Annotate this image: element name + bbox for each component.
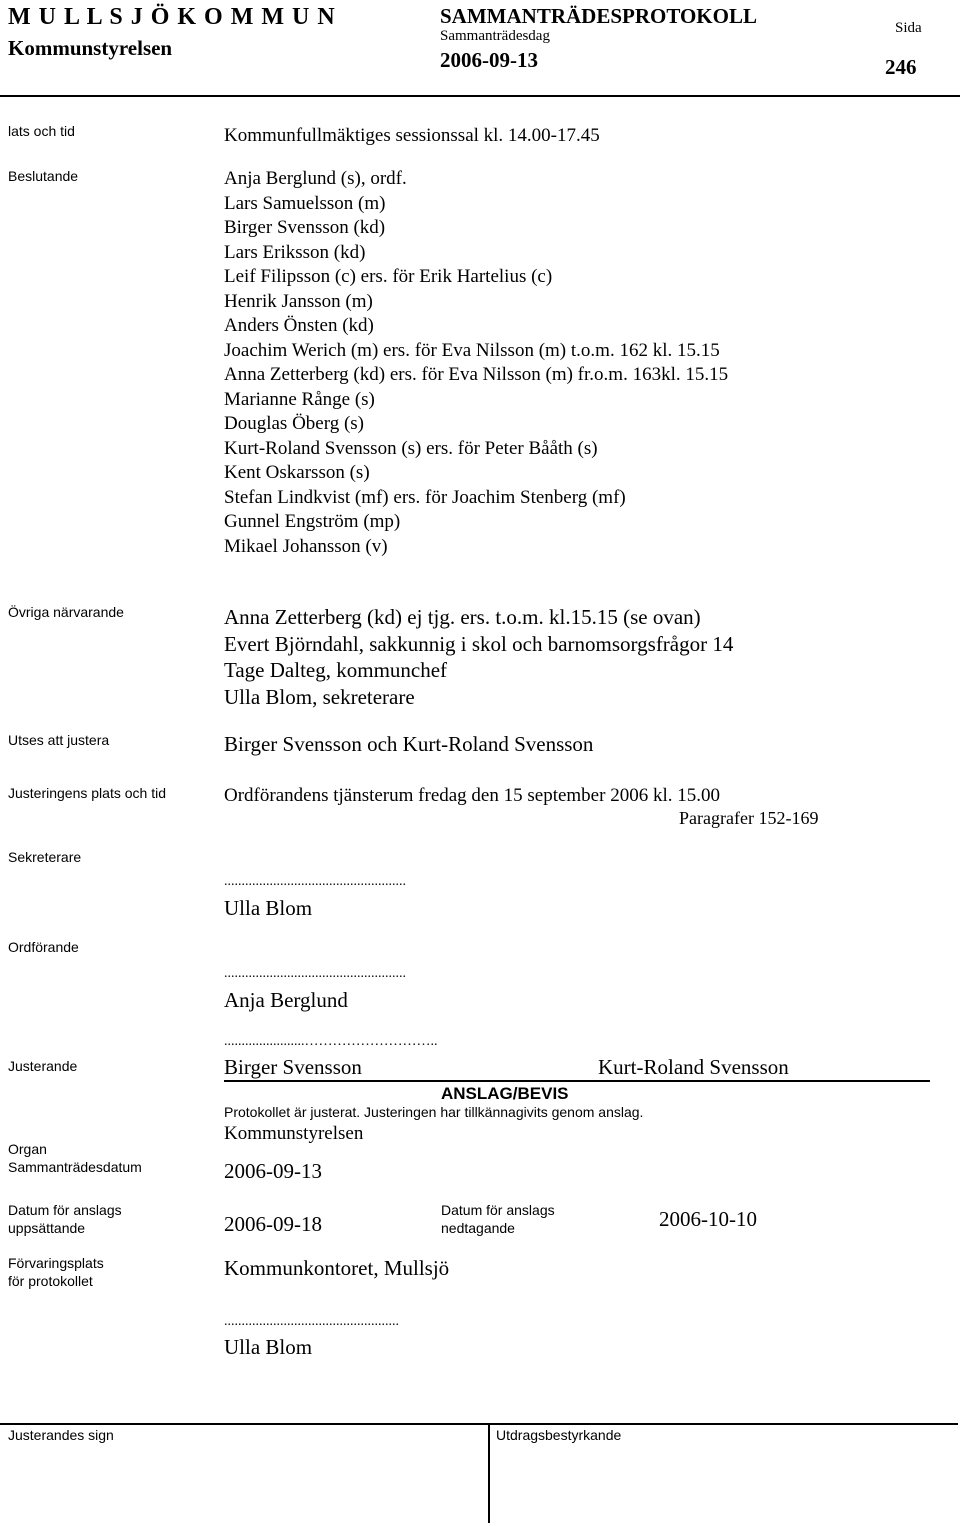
footer-divider xyxy=(0,1423,958,1425)
member: Birger Svensson (kd) xyxy=(224,217,386,238)
chair-name: Anja Berglund xyxy=(224,988,348,1012)
removed-date-value: 2006-10-10 xyxy=(659,1207,757,1231)
footer-column-divider xyxy=(488,1423,490,1523)
chair-label: Ordförande xyxy=(8,939,79,955)
place-value: Kommunfullmäktiges sessionssal kl. 14.00-17.45 xyxy=(224,125,600,146)
meeting-date-field-label: Sammanträdesdatum xyxy=(8,1159,142,1175)
member: Marianne Rånge (s) xyxy=(224,388,375,410)
committee-name: Kommunstyrelsen xyxy=(8,36,173,60)
page-label: Sida xyxy=(895,20,922,36)
member: Stefan Lindkvist (mf) ers. för Joachim Stenberg (mf) xyxy=(224,486,626,508)
storage-label-line-1: Förvaringsplats xyxy=(8,1255,104,1271)
secretary-signature-line: .................................................... xyxy=(224,874,406,889)
decision-makers-label: Beslutande xyxy=(8,168,79,184)
others-present-list xyxy=(224,604,733,710)
paragraphs: Paragrafer 152-169 xyxy=(679,808,819,828)
secretary-name: Ulla Blom xyxy=(224,896,313,920)
adjusters-appointed-value: Birger Svensson och Kurt-Roland Svensson xyxy=(224,732,594,756)
anslag-title: ANSLAG/BEVIS xyxy=(441,1084,569,1103)
organ-label: Organ xyxy=(8,1141,47,1157)
posted-date-label xyxy=(8,1201,122,1237)
member: Anna Zetterberg (kd) ers. för Eva Nilsson (m) fr.o.m. 163kl. 15.15 xyxy=(224,364,729,385)
storage-label-line-2: för protokollet xyxy=(8,1273,93,1289)
adjusters-label: Justerande xyxy=(8,1058,78,1074)
document-type: SAMMANTRÄDESPROTOKOLL xyxy=(440,4,757,28)
decision-makers-list xyxy=(224,167,728,559)
member: Mikael Johansson (v) xyxy=(224,535,388,557)
anslag-signer-name: Ulla Blom xyxy=(224,1335,313,1359)
extract-certification-label: Utdragsbestyrkande xyxy=(496,1427,622,1443)
adjusters-appointed-label: Utses att justera xyxy=(8,732,110,748)
attendee: Ulla Blom, sekreterare xyxy=(224,684,415,709)
removed-date-label-line-2: nedtagande xyxy=(441,1220,515,1236)
posted-date-value: 2006-09-18 xyxy=(224,1212,322,1236)
municipality-name: M U L L S J Ö K O M M U N xyxy=(8,4,336,30)
member: Gunnel Engström (mp) xyxy=(224,511,401,532)
adjusters-sign-label: Justerandes sign xyxy=(8,1427,114,1443)
organ-value: Kommunstyrelsen xyxy=(224,1123,364,1144)
adjuster-1-name: Birger Svensson xyxy=(224,1055,362,1079)
adjustment-place-label: Justeringens plats och tid xyxy=(8,785,166,801)
anslag-note: Protokollet är justerat. Justeringen har tillkännagivits genom anslag. xyxy=(224,1104,644,1120)
meeting-date-label: Sammanträdesdag xyxy=(440,28,550,44)
chair-signature-line: .................................................... xyxy=(224,966,406,981)
others-present-label: Övriga närvarande xyxy=(8,604,124,620)
removed-date-label-line-1: Datum för anslags xyxy=(441,1202,555,1218)
place-label: lats och tid xyxy=(8,123,75,139)
member: Kurt-Roland Svensson (s) ers. för Peter Bååth (s) xyxy=(224,437,598,459)
secretary-label: Sekreterare xyxy=(8,849,82,865)
member: Leif Filipsson (c) ers. för Erik Hartelius (c) xyxy=(224,266,553,287)
header-divider xyxy=(0,95,960,97)
adjustment-place-value: Ordförandens tjänsterum fredag den 15 september 2006 kl. 15.00 xyxy=(224,785,720,806)
meeting-date-field-value: 2006-09-13 xyxy=(224,1159,322,1183)
attendee: Evert Björndahl, sakkunnig i skol och barnomsorgsfrågor 14 xyxy=(224,631,734,656)
posted-date-label-line-1: Datum för anslags xyxy=(8,1202,122,1218)
adjuster-2-name: Kurt-Roland Svensson xyxy=(598,1055,789,1079)
storage-value: Kommunkontoret, Mullsjö xyxy=(224,1256,450,1280)
member: Henrik Jansson (m) xyxy=(224,290,373,312)
attendee: Tage Dalteg, kommunchef xyxy=(224,658,448,682)
storage-label xyxy=(8,1254,104,1290)
meeting-date: 2006-09-13 xyxy=(440,48,538,72)
attendee: Anna Zetterberg (kd) ej tjg. ers. t.o.m. kl.15.15 (se ovan) xyxy=(224,605,701,629)
page-number: 246 xyxy=(885,55,917,79)
member: Anja Berglund (s), ordf. xyxy=(224,168,407,189)
member: Joachim Werich (m) ers. för Eva Nilsson (m) t.o.m. 162 kl. 15.15 xyxy=(224,339,720,361)
member: Anders Önsten (kd) xyxy=(224,315,374,336)
member: Kent Oskarsson (s) xyxy=(224,462,370,483)
member: Lars Samuelsson (m) xyxy=(224,192,386,214)
posted-date-label-line-2: uppsättande xyxy=(8,1220,86,1236)
removed-date-label xyxy=(441,1201,555,1237)
member: Douglas Öberg (s) xyxy=(224,413,365,434)
anslag-divider xyxy=(224,1080,930,1082)
adjusters-signature-line: .......................……………………….. xyxy=(224,1034,438,1049)
member: Lars Eriksson (kd) xyxy=(224,241,366,263)
anslag-signature-line: .................................................. xyxy=(224,1314,399,1329)
